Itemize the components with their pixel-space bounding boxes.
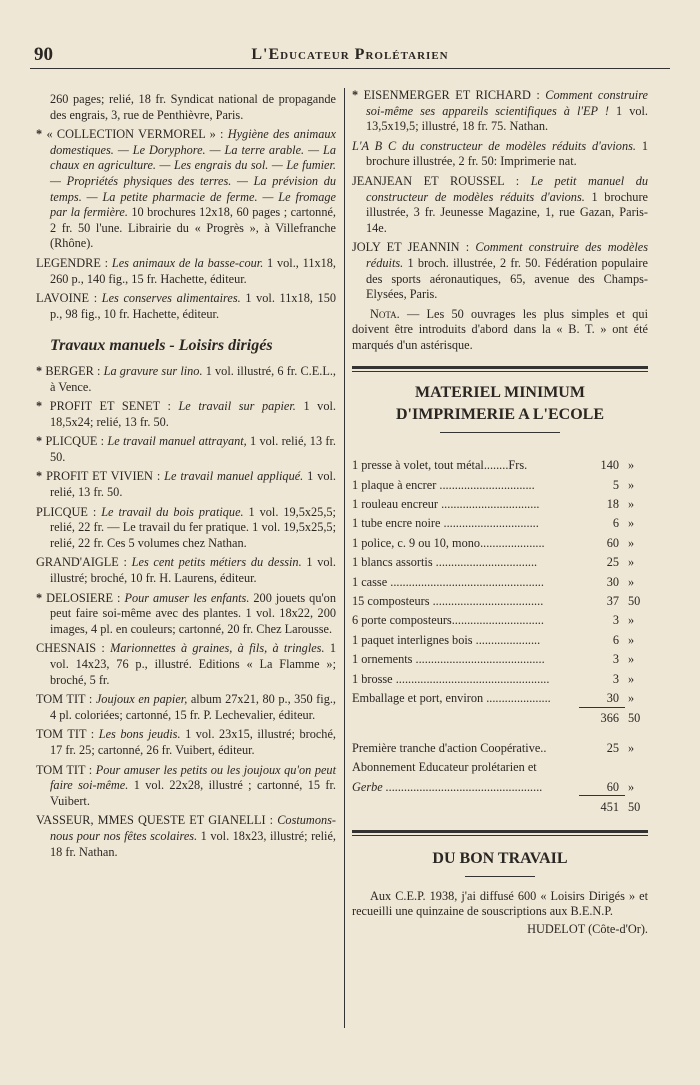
item-price: 6 [612,632,619,647]
entry-details: 1 vol. illustré; broché, 10 fr. H. Laurens, éditeur. [50,555,336,586]
entry-details: 260 pages; relié, 18 fr. Syndicat national de propagande des engrais, 3, rue de Penthièvre, Paris. [50,92,336,122]
entry-details: 1 vol. 13,5x19,5; illustré, 18 fr. 75. Nathan. [366,103,648,134]
table-row [352,610,648,629]
bibliography-entry [36,364,336,395]
entry-details: 10 brochures 12x18, 60 pages ; cartonné, 2 fr. 50 l'une. Librairie du « Progrès », à Villefranche (Rhône). [50,205,337,251]
materiel-title [352,382,648,426]
bibliography-entry [352,88,648,135]
entry-title: Comment construire des modèles réduits. [366,240,648,270]
bibliography-entry [36,641,336,688]
item-price: 3 [612,652,619,667]
entry-title: Le travail manuel attrayant, [107,434,247,449]
item-price: 6 [612,516,619,531]
item-label [352,707,579,727]
item-price-cents: » [628,740,635,755]
entry-title: Le travail manuel appliqué. [164,469,304,484]
item-price-cents: » [628,671,635,686]
item-price-cents: » [628,535,635,550]
table-row [352,571,648,590]
bon-travail-text: Aux C.E.P. 1938, j'ai diffusé 600 « Loisirs Dirigés » et recueilli une quinzaine de souscriptions aux B.E.N.P. [352,888,648,919]
item-price: 60 [606,535,619,550]
asterisk-mark: * [36,127,47,142]
entry-title: Pour amuser les enfants. [124,590,250,605]
entry-author: PLICQUE : [36,504,102,519]
item-price-cents: 50 [628,594,641,609]
entry-title: Le travail sur papier. [178,399,296,414]
item-price-cents: » [628,497,635,512]
entry-details: 1 brochure illustrée, 3 fr. Jeunesse Magazine, 1, rue Gazan, Paris-14e. [366,189,648,235]
entry-details: 1 vol. 22x28, illustré ; cartonné, 15 fr. Vuibert. [50,778,337,808]
entry-title: Les cent petits métiers du dessin. [131,555,302,570]
bibliography-entry [36,291,336,322]
page-number: 90 [34,44,53,65]
item-label: 1 blancs assortis ................................. [352,555,538,570]
item-price-cents: » [628,691,635,706]
entry-author: EISENMERGER ET RICHARD : [363,88,546,102]
item-label: 1 plaque à encrer ............................... [352,477,535,492]
bibliography-entry [36,763,336,810]
entry-author: TOM TIT : [36,762,96,777]
entry-title: Comment construire soi-même ses appareils scientifiques à l'EP ! [366,88,649,118]
entry-title: Marionnettes à graines, à fils, à tringles. [110,641,325,656]
table-row [352,455,648,474]
bibliography-entry [36,555,336,586]
table-row [352,668,648,687]
table-row [352,513,648,532]
entry-details: 1 vol. illustré, 6 fr. C.E.L., à Vence. [50,363,336,394]
item-price-cents: 50 [628,799,641,814]
entry-author: VASSEUR, MMES QUESTE ET GIANELLI : [36,813,278,828]
entry-details: 1 vol. 23x15, illustré; broché, 17 fr. 25; cartonné, 26 fr. Vuibert, éditeur. [50,727,336,757]
entry-title: L'A B C du constructeur de modèles réduits d'avions. [352,138,636,153]
entry-details: 1 brochure illustrée, 2 fr. 50: Imprimerie nat. [366,138,648,169]
table-row [352,590,648,609]
item-price: 451 [579,796,625,816]
table-row [352,474,648,493]
bibliography-entry [36,92,336,123]
running-title: L'Educateur Prolétarien [251,46,449,63]
note-paragraph [352,307,648,354]
table-row [352,629,648,648]
item-price-cents [625,756,648,775]
item-price: 30 [606,690,619,705]
section-title: Travaux manuels - Loisirs dirigés [50,337,273,355]
entry-author: DELOSIERE : [46,590,125,605]
entry-author: TOM TIT : [36,692,96,707]
asterisk-mark: * [36,469,47,484]
asterisk-mark: * [36,434,46,449]
table-row [352,707,648,727]
table-row [352,551,648,570]
item-label: 1 presse à volet, tout métal........Frs. [352,458,528,473]
entry-details: 1 vol. 18,5x24; relié, 13 fr. 50. [50,399,336,429]
item-price-cents: » [628,458,635,473]
item-price-cents: » [628,555,635,570]
bibliography-entry [36,434,336,465]
item-label: 1 rouleau encreur ................................ [352,497,540,512]
table-row [352,776,648,796]
entry-details: 1 vol. 19,5x25,5; relié, 22 fr. — Le travail du fer pratique. 1 vol. 19,5x25,5; relié, 22 fr. Ces 5 volumes chez Nathan. [50,504,336,550]
item-price-cents: » [628,652,635,667]
item-price: 3 [612,671,619,686]
entry-author: LAVOINE : [36,291,102,306]
table-row [352,687,648,707]
title-underline [440,432,560,433]
entry-author: PROFIT ET VIVIEN : [46,469,165,484]
bibliography-entry [36,813,336,860]
item-price: 25 [606,740,619,755]
item-label: 1 casse .................................................. [352,574,544,589]
item-price: 5 [612,477,619,492]
item-price: 140 [600,458,619,473]
item-price-cents: » [628,574,635,589]
item-label: Première tranche d'action Coopérative.. [352,740,547,755]
table-row [352,648,648,667]
item-price-cents: » [628,613,635,628]
page-header [30,40,670,68]
item-label: 6 porte composteurs.............................. [352,613,544,628]
item-price: 60 [606,779,619,794]
right-column [352,88,648,937]
item-price: 25 [606,555,619,570]
item-label [352,796,579,816]
entry-author: JEANJEAN ET ROUSSEL : [352,173,531,188]
table-row [352,493,648,512]
entry-author: « COLLECTION VERMOREL » : [46,127,228,142]
item-price-cents: » [628,632,635,647]
item-label: 1 ornements .......................................... [352,652,545,667]
bibliography-entry [36,727,336,758]
entry-author: PLICQUE : [45,434,108,449]
title-underline-2 [465,876,535,877]
signature: HUDELOT (Côte-d'Or). [527,921,648,936]
left-column [36,92,336,864]
item-label: Abonnement Educateur prolétarien et [352,760,537,775]
item-price-cents: 50 [628,711,641,726]
table-row [352,796,648,816]
entry-author: PROFIT ET SENET : [49,399,179,414]
item-label: 1 brosse .................................................. [352,671,550,686]
entry-details: 1 vol. 18x23, illustré; relié, 18 fr. Nathan. [50,828,336,859]
item-price [579,756,625,775]
entry-author: LEGENDRE : [36,255,112,270]
item-label: 15 composteurs .................................... [352,594,544,609]
table-row [352,737,648,756]
column-divider [344,88,345,1028]
entry-title: La gravure sur lino. [103,363,203,378]
note-label: Nota. [370,306,400,321]
bibliography-entry [36,505,336,552]
item-label: 1 police, c. 9 ou 10, mono..................... [352,535,545,550]
bibliography-list-top [36,92,336,322]
item-price: 366 [579,707,625,727]
item-price: 3 [612,613,619,628]
bibliography-entry [352,174,648,236]
asterisk-mark: * [36,399,50,414]
asterisk-mark: * [352,88,364,102]
entry-title: Les conserves alimentaires. [101,291,241,306]
asterisk-mark: * [36,363,46,378]
box-rule-top [352,366,648,372]
bibliography-list-right [352,88,648,303]
item-price: 37 [606,594,619,609]
entry-author: BERGER : [45,363,104,378]
entry-title: Costumons-nous pour nos fêtes scolaires. [50,813,336,843]
bibliography-entry [36,591,336,638]
entry-details: 200 jouets qu'on peut faire soi-même avec des plantes. 1 vol. 18x22, 200 images, 4 pl. en couleurs; cartonné, 20 fr. Chez Larousse. [50,590,336,636]
item-label: Emballage et port, environ ..................... [352,691,551,706]
asterisk-mark: * [36,590,47,605]
bibliography-entry [36,692,336,723]
item-price: 18 [606,497,619,512]
bibliography-entry [36,256,336,287]
box-rule-bottom [352,830,648,836]
item-price-cents: » [628,516,635,531]
entry-details: album 27x21, 80 p., 350 fig., 4 pl. coloriées; cartonné, 15 fr. P. Lechevalier, éditeur. [50,692,336,722]
entry-author: TOM TIT : [36,727,99,742]
entry-title: Le travail du bois pratique. [101,504,244,519]
materiel-table [352,455,648,816]
bon-travail-title: DU BON TRAVAIL [432,849,568,867]
item-price: 30 [606,574,619,589]
bibliography-entry [36,127,336,252]
entry-title: Les bons jeudis. [98,727,181,742]
table-row [352,532,648,551]
entry-title: Hygiène des animaux domestiques. — Le Doryphore. — La terre arable. — La chaux en agriculture. — Les engrais du sol. — Le fumier. — Propriétés physiques des terres. — La prévision du temps. — La petite pharmacie de ferme. — Le fromage par la fermière. [50,127,336,220]
bibliography-list-manual [36,364,336,860]
entry-details: 1 vol. 14x23, 76 p., illustré. Editions « La Flamme »; broché, 5 fr. [50,641,336,687]
entry-title: Le petit manuel du constructeur de modèles réduits d'avions. [366,173,648,204]
entry-title: Pour amuser les petits ou les joujoux qu'on peut faire soi-même. [50,762,336,793]
item-label: Gerbe ................................................... [352,780,543,795]
bibliography-entry [36,469,336,500]
entry-author: CHESNAIS : [36,641,111,656]
header-rule [30,68,670,69]
entry-details: 1 vol. 11x18, 150 p., 98 fig., 10 fr. Hachette, éditeur. [50,291,336,321]
entry-details: 1 vol. relié, 13 fr. 50. [50,469,337,500]
item-label: 1 tube encre noire ............................... [352,516,539,531]
entry-details: 1 vol. relié, 13 fr. 50. [50,434,336,464]
entry-author: JOLY ET JEANNIN : [352,240,476,255]
entry-title: Les animaux de la basse-cour. [111,255,264,270]
bibliography-entry [352,139,648,170]
entry-title: Joujoux en papier, [95,692,188,707]
item-price-cents: » [628,780,635,795]
entry-author: GRAND'AIGLE : [36,555,132,570]
table-row [352,756,648,775]
materiel-title-line1: MATERIEL MINIMUM [415,383,585,401]
item-label: 1 paquet interlignes bois ..................... [352,632,541,647]
bibliography-entry [352,240,648,302]
entry-details: 1 broch. illustrée, 2 fr. 50. Fédération populaire des sports aéronautiques, 65, avenue des Champs-Elysées, Paris. [366,255,648,302]
bibliography-entry [36,399,336,430]
entry-details: 1 vol., 11x18, 260 p., 140 fig., 15 fr. Hachette, éditeur. [50,255,336,286]
item-price-cents: » [628,477,635,492]
materiel-title-line2: D'IMPRIMERIE A L'ECOLE [395,405,605,423]
note-text: — Les 50 ouvrages les plus simples et qui doivent être introduits d'abord dans la « B. T. » ont été marqués d'un astérisque. [352,306,648,352]
